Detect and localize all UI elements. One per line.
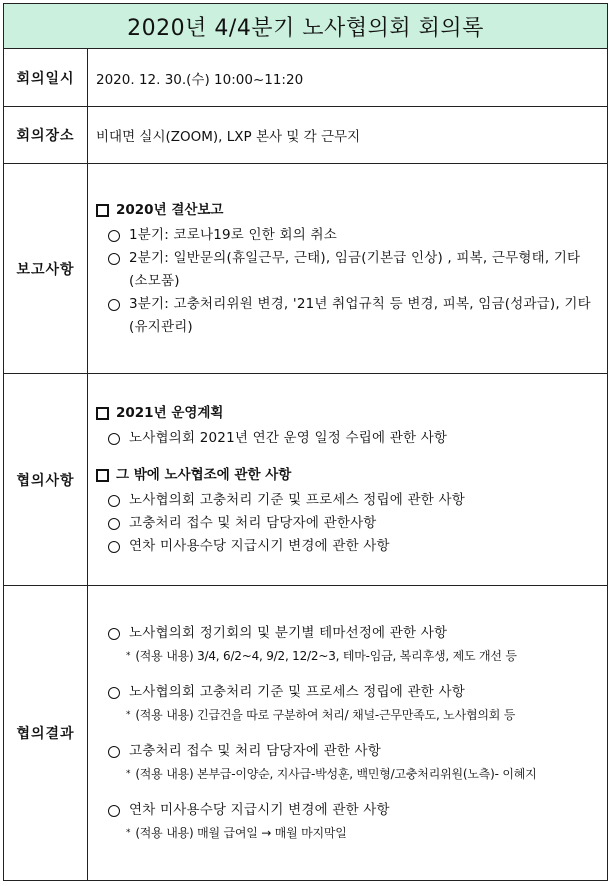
list-item xyxy=(108,535,597,558)
circle-bullet-icon xyxy=(108,433,120,445)
list-item xyxy=(108,247,597,293)
discussion-heading-1-text: 2021년 운영계획 xyxy=(116,404,224,421)
result-item-2-detail xyxy=(126,704,597,726)
report-content xyxy=(88,164,608,374)
report-heading xyxy=(96,199,597,222)
circle-bullet-icon xyxy=(108,495,120,507)
result-item-1-detail-text: (적용 내용) 3/4, 6/2~4, 9/2, 12/2~3, 테마-임금, 복리후생, 제도 개선 등 xyxy=(135,649,517,663)
report-heading-text: 2020년 결산보고 xyxy=(116,201,224,218)
meeting-date-value: 2020. 12. 30.(수) 10:00~11:20 xyxy=(88,49,608,107)
result-item-2-detail-text: (적용 내용) 긴급건을 따로 구분하여 처리/ 채널-근무만족도, 노사협의회 등 xyxy=(135,708,516,722)
discussion-heading-1 xyxy=(96,402,597,425)
asterisk-icon: * xyxy=(126,828,131,838)
circle-bullet-icon xyxy=(108,518,120,530)
result-item-4-text: 연차 미사용수당 지급시기 변경에 관한 사항 xyxy=(129,802,390,818)
circle-bullet-icon xyxy=(108,253,120,265)
meeting-place-label: 회의장소 xyxy=(4,107,88,164)
discussion-item-2-3: 연차 미사용수당 지급시기 변경에 관한 사항 xyxy=(129,537,390,554)
document-title: 2020년 4/4분기 노사협의회 회의록 xyxy=(4,4,608,49)
circle-bullet-icon xyxy=(108,299,120,311)
list-item xyxy=(108,512,597,535)
asterisk-icon: * xyxy=(126,710,131,720)
discussion-item-2-2: 고충처리 접수 및 처리 담당자에 관한사항 xyxy=(129,514,377,531)
report-item-2: 2분기: 일반문의(휴일근무, 근태), 임금(기본급 인상) , 피복, 근무형태, 기타(소모품) xyxy=(129,249,581,289)
meeting-date-label: 회의일시 xyxy=(4,49,88,107)
asterisk-icon: * xyxy=(126,769,131,779)
report-item-1: 1분기: 코로나19로 인한 회의 취소 xyxy=(129,226,337,243)
result-item-3-detail-text: (적용 내용) 본부급-이양순, 지사급-박성훈, 백민형/고충처리위원(노측)- 이혜지 xyxy=(135,767,537,781)
circle-bullet-icon xyxy=(108,628,120,640)
result-item xyxy=(96,622,597,667)
circle-bullet-icon xyxy=(108,230,120,242)
circle-bullet-icon xyxy=(108,541,120,553)
checkbox-square-icon xyxy=(96,469,109,482)
discussion-heading-2-text: 그 밖에 노사협조에 관한 사항 xyxy=(116,466,292,483)
circle-bullet-icon xyxy=(108,805,120,817)
result-item-2-text: 노사협의회 고충처리 기준 및 프로세스 정립에 관한 사항 xyxy=(129,684,465,700)
report-label: 보고사항 xyxy=(4,164,88,374)
asterisk-icon: * xyxy=(126,651,131,661)
list-item xyxy=(108,489,597,512)
results-content xyxy=(88,586,608,881)
result-item-4-detail-text: (적용 내용) 매월 급여일 → 매월 마지막일 xyxy=(135,826,347,840)
list-item xyxy=(108,224,597,247)
result-item-3-text: 고충처리 접수 및 처리 담당자에 관한 사항 xyxy=(129,743,382,759)
list-item xyxy=(108,427,597,450)
circle-bullet-icon xyxy=(108,687,120,699)
report-item-3: 3분기: 고충처리위원 변경, '21년 취업규칙 등 변경, 피복, 임금(성과급), 기타(유지관리) xyxy=(129,295,591,335)
discussion-item-2-1: 노사협의회 고충처리 기준 및 프로세스 정립에 관한 사항 xyxy=(129,491,465,508)
result-item-1-text: 노사협의회 정기회의 및 분기별 테마선정에 관한 사항 xyxy=(129,625,448,641)
results-label: 협의결과 xyxy=(4,586,88,881)
result-item-1-detail xyxy=(126,645,597,667)
list-item xyxy=(108,293,597,339)
discussion-item-1-1: 노사협의회 2021년 연간 운영 일정 수립에 관한 사항 xyxy=(129,429,448,446)
result-item xyxy=(96,799,597,844)
checkbox-square-icon xyxy=(96,204,109,217)
discussion-heading-2 xyxy=(96,464,597,487)
circle-bullet-icon xyxy=(108,746,120,758)
discussion-content xyxy=(88,374,608,586)
minutes-table xyxy=(3,3,608,881)
result-item xyxy=(96,740,597,785)
result-item xyxy=(96,681,597,726)
result-item-4-detail xyxy=(126,822,597,844)
result-item-3-detail xyxy=(126,763,597,785)
checkbox-square-icon xyxy=(96,407,109,420)
discussion-label: 협의사항 xyxy=(4,374,88,586)
meeting-place-value: 비대면 실시(ZOOM), LXP 본사 및 각 근무지 xyxy=(88,107,608,164)
